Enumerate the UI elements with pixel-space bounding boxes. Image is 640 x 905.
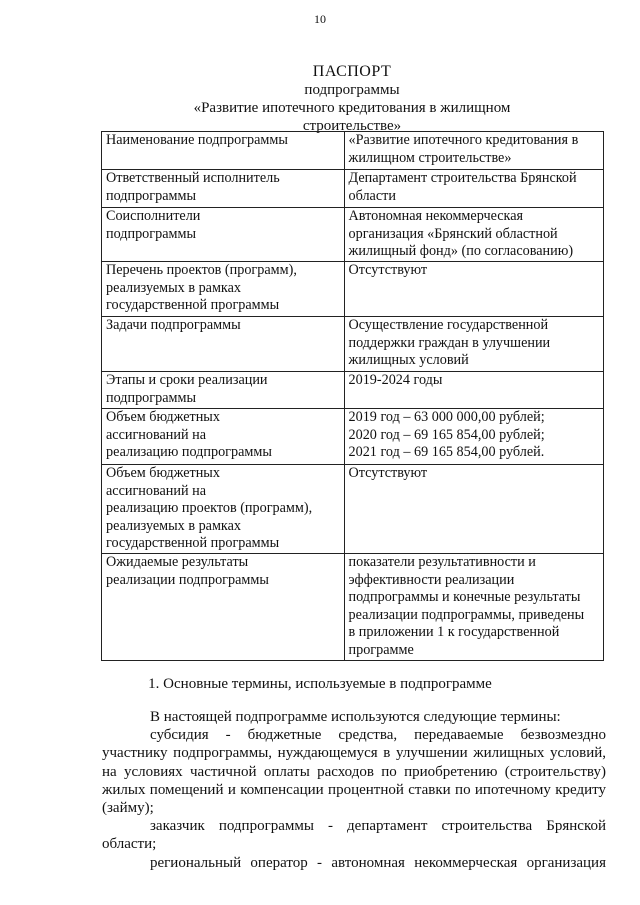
- row-label: Объем бюджетных ассигнований на реализацию проектов (программ), реализуемых в рамках государственной программы: [102, 465, 345, 554]
- row-label: Наименование подпрограммы: [102, 132, 345, 170]
- table-row: [102, 132, 604, 170]
- row-label: Объем бюджетных ассигнований на реализацию подпрограммы: [102, 409, 345, 465]
- table-row: [102, 262, 604, 317]
- row-label: Ожидаемые результаты реализации подпрограммы: [102, 554, 345, 661]
- passport-title-block: [100, 63, 604, 135]
- row-label: Соисполнители подпрограммы: [102, 208, 345, 262]
- row-value: «Развитие ипотечного кредитования в жилищном строительстве»: [344, 132, 603, 170]
- section-intro: В настоящей подпрограмме используются следующие термины:: [150, 709, 561, 725]
- document-subtitle: подпрограммы: [304, 82, 400, 98]
- table-row: [102, 208, 604, 262]
- subprogram-name-line1: «Развитие ипотечного кредитования в жилищном: [193, 100, 511, 116]
- row-value: показатели результативности и эффективности реализации подпрограммы и конечные результаты реализации подпрограммы, приведены в приложении 1 к государственной программе: [344, 554, 603, 661]
- row-value: Отсутствуют: [344, 465, 603, 554]
- document-title: ПАСПОРТ: [312, 63, 392, 80]
- section-body: [102, 708, 606, 872]
- term-subsidy: субсидия - бюджетные средства, передаваемые безвозмездно участнику подпрограммы, нуждающемуся в улучшении жилищных условий, на условиях частичной оплаты расходов по приобретению (строительству) жилых помещений и компенсации процентной ставки по ипотечному кредиту (займу);: [102, 727, 606, 817]
- table-row: [102, 372, 604, 409]
- table-row: [102, 465, 604, 554]
- subprogram-name-line2: строительстве»: [302, 118, 402, 134]
- row-value: Осуществление государственной поддержки граждан в улучшении жилищных условий: [344, 317, 603, 372]
- section-heading: 1. Основные термины, используемые в подпрограмме: [148, 676, 492, 692]
- term-customer: заказчик подпрограммы - департамент строительства Брянской области;: [102, 818, 606, 853]
- passport-table: [101, 131, 604, 661]
- row-value: 2019-2024 годы: [344, 372, 603, 409]
- row-value: 2019 год – 63 000 000,00 рублей; 2020 год – 69 165 854,00 рублей; 2021 год – 69 165 854,00 рублей.: [344, 409, 603, 465]
- row-label: Ответственный исполнитель подпрограммы: [102, 170, 345, 208]
- table-row: [102, 317, 604, 372]
- table-row: [102, 409, 604, 465]
- term-regional-operator: региональный оператор - автономная некоммерческая организация: [150, 854, 606, 871]
- row-value: Департамент строительства Брянской области: [344, 170, 603, 208]
- row-value: Автономная некоммерческая организация «Брянский областной жилищный фонд» (по согласованию): [344, 208, 603, 262]
- row-value: Отсутствуют: [344, 262, 603, 317]
- table-row: [102, 170, 604, 208]
- row-label: Перечень проектов (программ), реализуемых в рамках государственной программы: [102, 262, 345, 317]
- row-label: Этапы и сроки реализации подпрограммы: [102, 372, 345, 409]
- table-row: [102, 554, 604, 661]
- row-label: Задачи подпрограммы: [102, 317, 345, 372]
- page-number: 10: [314, 12, 326, 26]
